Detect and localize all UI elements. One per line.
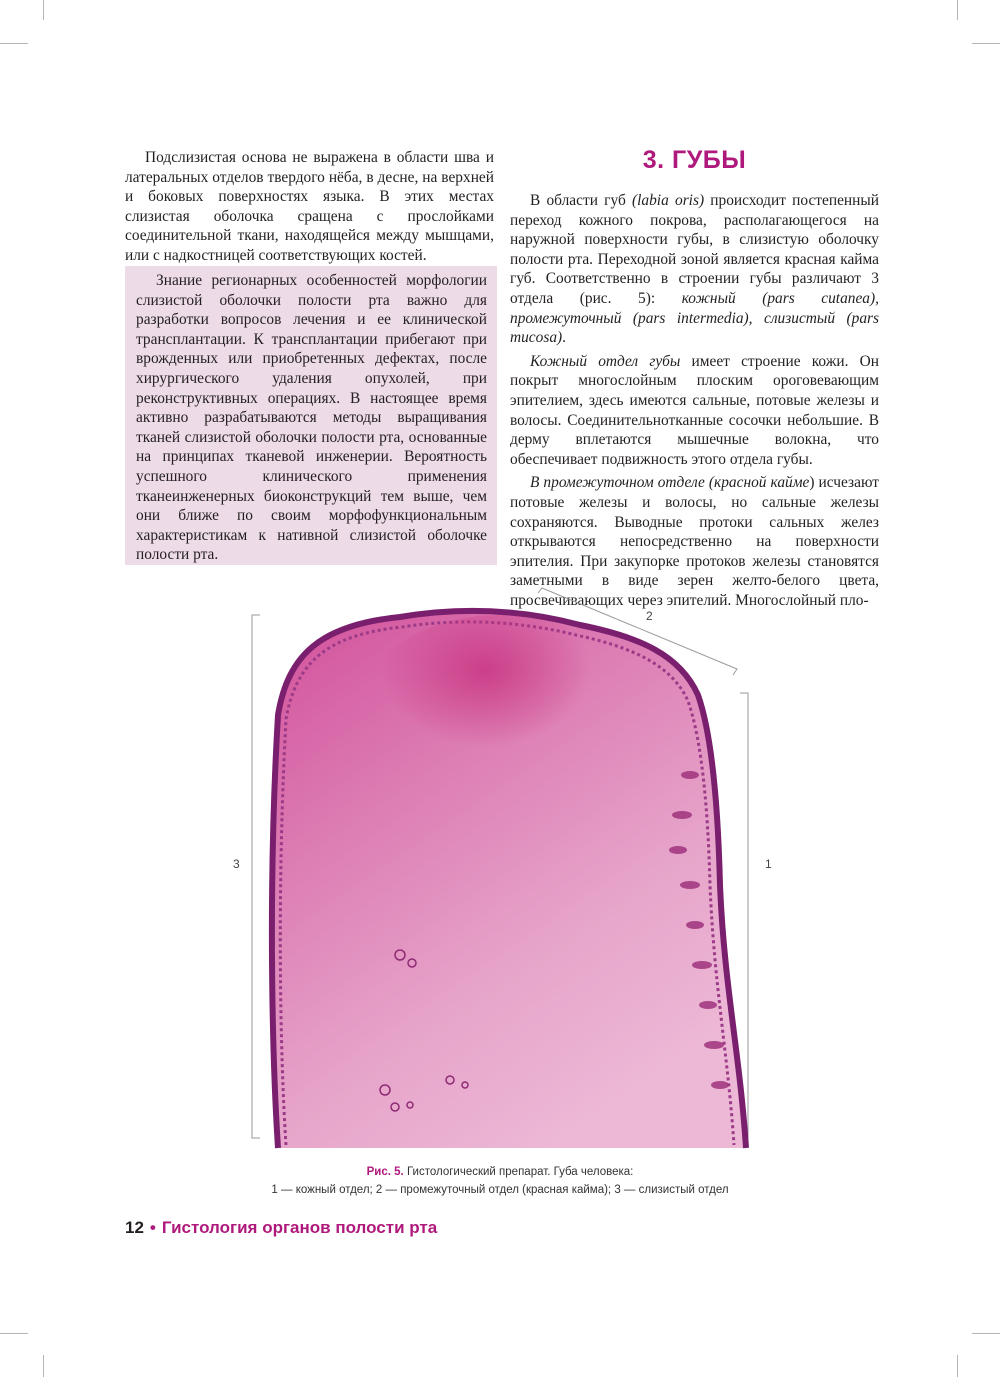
highlight-text: Знание регионарных особенностей морфологии слизистой оболочки полости рта важно для разработки вопросов лечения и ее клинической трансплантации. К трансплантации прибегают при врожденных или приобретенных дефектах, после хирургического удаления опухолей, при реконструктивных операциях. В настоящее время активно разрабатываются методы выращивания тканей слизистой оболочки полости рта, основанные на принципах тканевой инженерии. Вероятность успешного клинического применения тканеинженерных биоконструкций тем выше, чем они ближе по своим морфофункциональным характеристикам к нативной слизистой оболочке полости рта. (136, 272, 487, 564)
crop-mark (0, 43, 28, 44)
page-footer (125, 1218, 437, 1238)
body-paragraph: Подслизистая основа не выражена в области шва и латеральных отделов твердого нёба, в десне, на верхней и боковых поверхностях языка. В этих местах слизистая оболочка сращена с прослойками соединительной ткани, находящейся между мышцами, или с надкостницей соответствующих костей. (125, 149, 494, 264)
crop-mark (43, 0, 44, 20)
highlight-box (125, 266, 497, 565)
caption-legend: 1 — кожный отдел; 2 — промежуточный отдел (красная кайма); 3 — слизистый отдел (271, 1184, 729, 1196)
right-column (510, 191, 879, 610)
figure-caption (120, 1163, 880, 1199)
bullet-icon: • (149, 1218, 156, 1237)
body-paragraph: В области губ (labia oris) происходит постепенный переход кожного покрова, располагающегося на наружной поверхности губы, в слизистую оболочку полости рта. Переходной зоной является красная кайма губ. Соответственно в строении губы различают 3 отдела (рис. 5): кожный (pars cutanea), промежуточный (pars intermedia), слизистый (pars mucosa). (510, 192, 879, 347)
crop-mark (43, 1355, 44, 1377)
page-number: 12 (125, 1218, 144, 1237)
crop-mark (972, 1333, 1000, 1334)
histology-figure (220, 585, 800, 1160)
figure-number: Рис. 5. (366, 1166, 404, 1178)
caption-text: Гистологический препарат. Губа человека: (403, 1166, 634, 1178)
lip-histology-image (220, 585, 800, 1160)
crop-mark (972, 43, 1000, 44)
body-paragraph: В промежуточном отделе (красной кайме) исчезают потовые железы и волосы, но сальные железы сохраняются. Выводные протоки сальных желез открываются непосредственно на поверхности эпителия. При закупорке протоков железы становятся заметными в виде зерен желто-белого цвета, просвечивающих через эпителий. Многослойный пло- (510, 474, 879, 609)
section-title: 3. ГУБЫ (642, 146, 747, 174)
figure-label-3: 3 (233, 857, 240, 871)
figure-label-1: 1 (765, 857, 772, 871)
figure-label-2: 2 (646, 609, 653, 623)
crop-mark (957, 1355, 958, 1377)
book-title: Гистология органов полости рта (161, 1218, 438, 1237)
crop-mark (957, 0, 958, 20)
left-column (125, 148, 494, 266)
body-paragraph: Кожный отдел губы имеет строение кожи. Он покрыт многослойным плоским ороговевающим эпителием, здесь имеются сальные, потовые железы и волосы. Соединительнотканные сосочки небольшие. В дерму вплетаются мышечные волокна, что обеспечивает подвижность этого отдела губы. (510, 352, 879, 468)
crop-mark (0, 1333, 28, 1334)
